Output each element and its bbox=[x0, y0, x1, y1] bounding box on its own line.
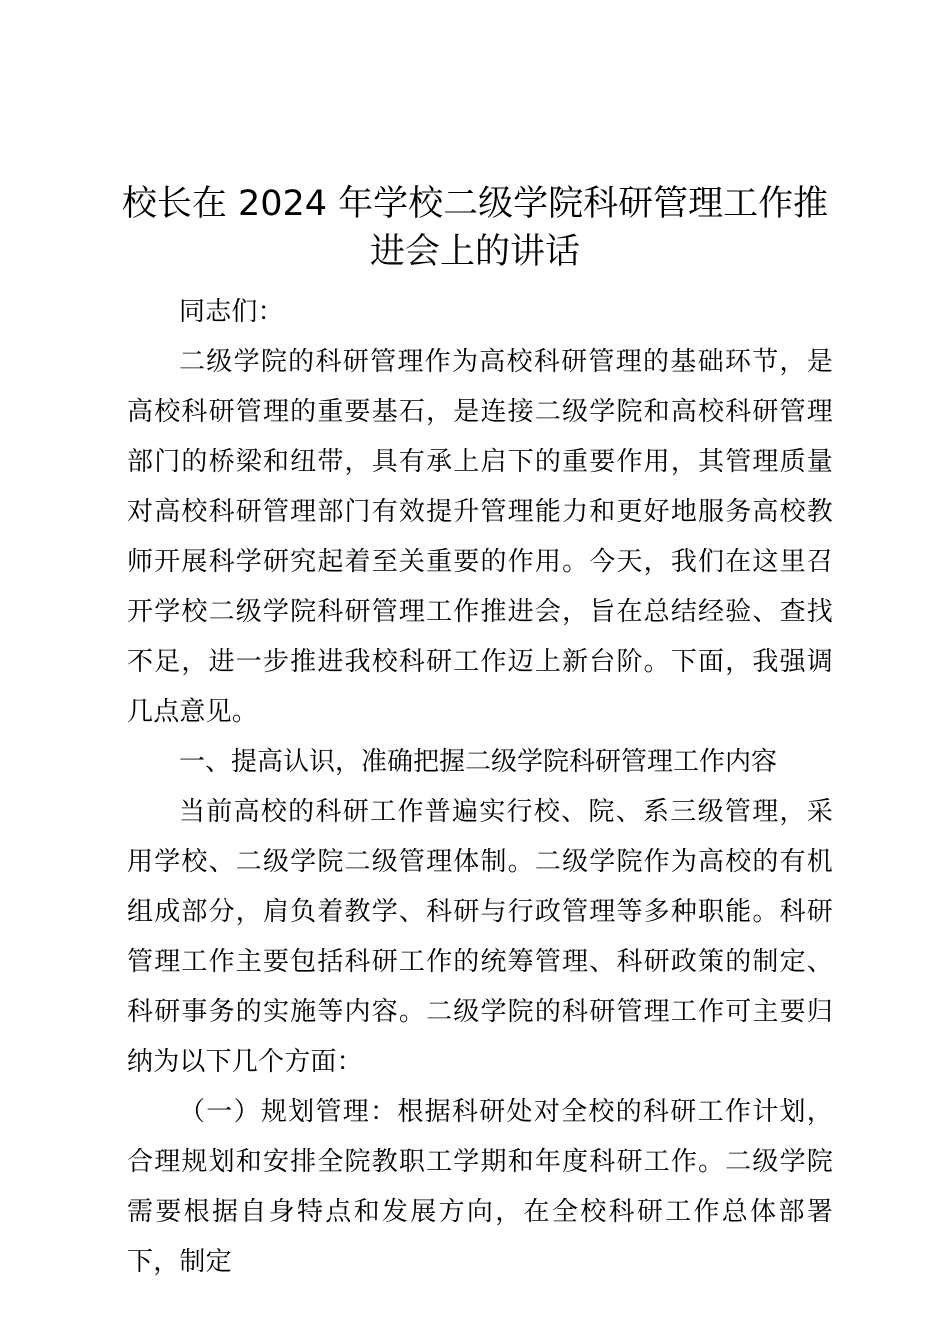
intro-paragraph: 二级学院的科研管理作为高校科研管理的基础环节，是高校科研管理的重要基石，是连接二级学院和高校科研管理部门的桥梁和纽带，具有承上启下的重要作用，其管理质量对高校科研管理部门有效提升管理能力和更好地服务高校教师开展科学研究起着至关重要的作用。今天，我们在这里召开学校二级学院科研管理工作推进会，旨在总结经验、查找不足，进一步推进我校科研工作迈上新台阶。下面，我强调几点意见。 bbox=[127, 347, 833, 727]
subsection-paragraph: （一）规划管理：根据科研处对全校的科研工作计划，合理规划和安排全院教职工学期和年度科研工作。二级学院需要根据自身特点和发展方向，在全校科研工作总体部署下，制定 bbox=[127, 1097, 833, 1277]
body-paragraph: 当前高校的科研工作普遍实行校、院、系三级管理，采用学校、二级学院二级管理体制。二级学院作为高校的有机组成部分，肩负着教学、科研与行政管理等多种职能。科研管理工作主要包括科研工作的统筹管理、科研政策的制定、科研事务的实施等内容。二级学院的科研管理工作可主要归纳为以下几个方面： bbox=[127, 797, 833, 1077]
document-body bbox=[127, 287, 833, 1287]
document-title: 校长在 2024 年学校二级学院科研管理工作推进会上的讲话 bbox=[121, 184, 829, 272]
salutation-paragraph: 同志们： bbox=[179, 297, 284, 327]
section-heading: 一、提高认识，准确把握二级学院科研管理工作内容 bbox=[179, 747, 778, 777]
